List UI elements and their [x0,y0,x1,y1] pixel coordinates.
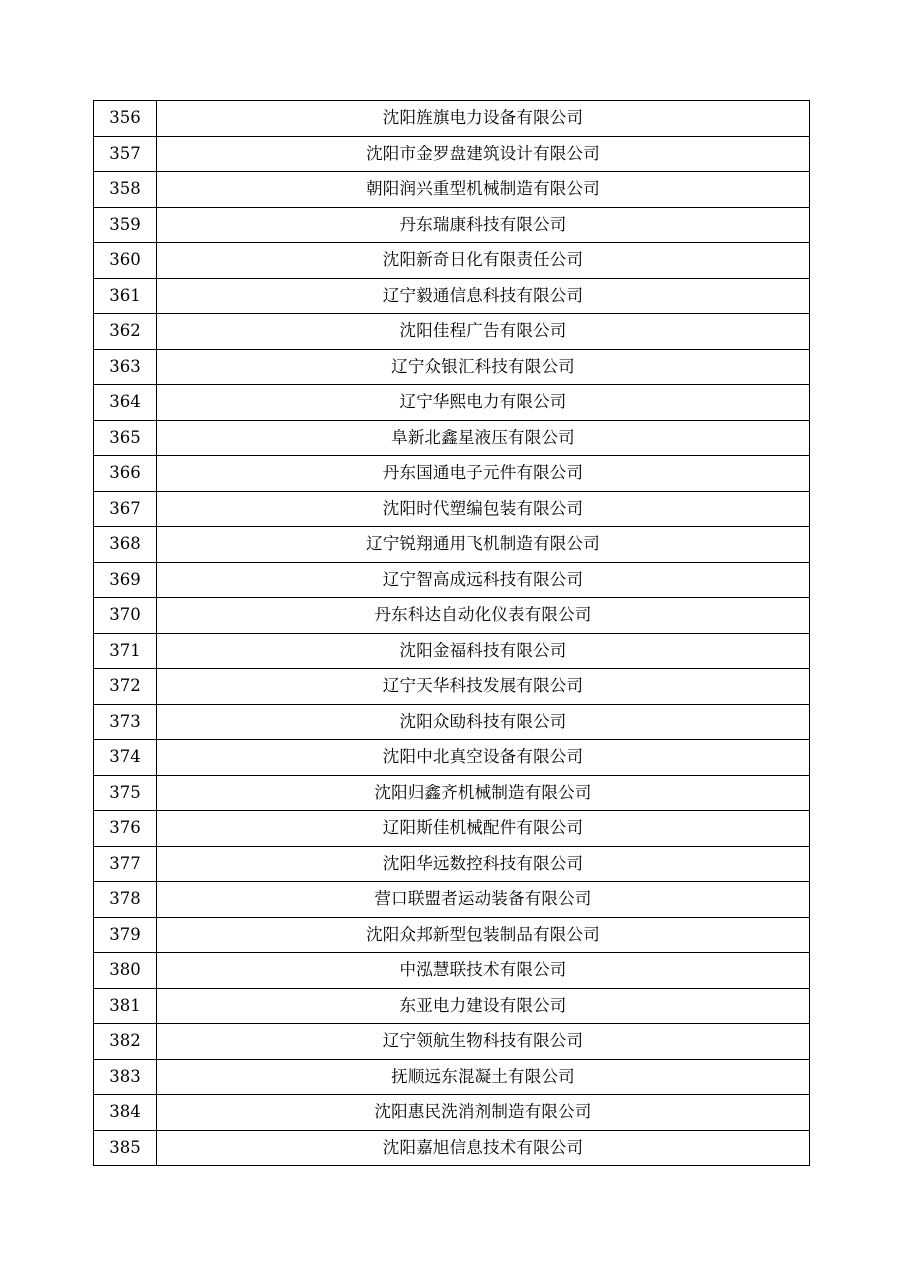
row-index-cell: 378 [94,882,157,918]
table-row [94,172,810,208]
row-index-cell: 380 [94,953,157,989]
company-name-cell: 沈阳众邦新型包装制品有限公司 [157,917,810,953]
company-name-cell: 沈阳佳程广告有限公司 [157,314,810,350]
row-index-cell: 368 [94,527,157,563]
table-row [94,775,810,811]
company-name-cell: 阜新北鑫星液压有限公司 [157,420,810,456]
company-name-cell: 沈阳金福科技有限公司 [157,633,810,669]
row-index-cell: 359 [94,207,157,243]
table-body [94,101,810,1166]
table-row [94,1024,810,1060]
company-name-cell: 丹东科达自动化仪表有限公司 [157,598,810,634]
row-index-cell: 369 [94,562,157,598]
row-index-cell: 379 [94,917,157,953]
table-row [94,846,810,882]
company-name-cell: 沈阳新奇日化有限责任公司 [157,243,810,279]
company-name-cell: 辽宁天华科技发展有限公司 [157,669,810,705]
row-index-cell: 373 [94,704,157,740]
table-row [94,953,810,989]
company-name-cell: 辽宁智高成远科技有限公司 [157,562,810,598]
company-name-cell: 东亚电力建设有限公司 [157,988,810,1024]
row-index-cell: 365 [94,420,157,456]
table-row [94,456,810,492]
row-index-cell: 364 [94,385,157,421]
table-row [94,1130,810,1166]
company-name-cell: 沈阳时代塑编包装有限公司 [157,491,810,527]
row-index-cell: 383 [94,1059,157,1095]
row-index-cell: 371 [94,633,157,669]
row-index-cell: 385 [94,1130,157,1166]
company-name-cell: 朝阳润兴重型机械制造有限公司 [157,172,810,208]
row-index-cell: 357 [94,136,157,172]
table-row [94,562,810,598]
table-row [94,598,810,634]
row-index-cell: 361 [94,278,157,314]
table-row [94,527,810,563]
table-row [94,882,810,918]
company-name-cell: 辽宁华熙电力有限公司 [157,385,810,421]
row-index-cell: 384 [94,1095,157,1131]
company-name-cell: 沈阳嘉旭信息技术有限公司 [157,1130,810,1166]
table-row [94,633,810,669]
row-index-cell: 375 [94,775,157,811]
company-list-table [93,100,810,1166]
row-index-cell: 360 [94,243,157,279]
row-index-cell: 362 [94,314,157,350]
table-row [94,1059,810,1095]
company-name-cell: 丹东瑞康科技有限公司 [157,207,810,243]
table-row [94,207,810,243]
company-name-cell: 营口联盟者运动装备有限公司 [157,882,810,918]
table-row [94,988,810,1024]
table-row [94,669,810,705]
row-index-cell: 367 [94,491,157,527]
company-name-cell: 沈阳华远数控科技有限公司 [157,846,810,882]
company-name-cell: 沈阳归鑫齐机械制造有限公司 [157,775,810,811]
row-index-cell: 382 [94,1024,157,1060]
company-name-cell: 中泓慧联技术有限公司 [157,953,810,989]
company-name-cell: 辽阳斯佳机械配件有限公司 [157,811,810,847]
company-name-cell: 丹东国通电子元件有限公司 [157,456,810,492]
row-index-cell: 363 [94,349,157,385]
company-name-cell: 沈阳旌旗电力设备有限公司 [157,101,810,137]
table-row [94,278,810,314]
company-name-cell: 沈阳中北真空设备有限公司 [157,740,810,776]
table-row [94,136,810,172]
row-index-cell: 358 [94,172,157,208]
row-index-cell: 356 [94,101,157,137]
table-row [94,917,810,953]
row-index-cell: 370 [94,598,157,634]
row-index-cell: 374 [94,740,157,776]
company-name-cell: 辽宁锐翔通用飞机制造有限公司 [157,527,810,563]
table-row [94,101,810,137]
row-index-cell: 376 [94,811,157,847]
table-row [94,811,810,847]
table-row [94,349,810,385]
row-index-cell: 372 [94,669,157,705]
company-name-cell: 辽宁领航生物科技有限公司 [157,1024,810,1060]
company-name-cell: 沈阳市金罗盘建筑设计有限公司 [157,136,810,172]
table-row [94,420,810,456]
company-name-cell: 辽宁众银汇科技有限公司 [157,349,810,385]
row-index-cell: 366 [94,456,157,492]
table-row [94,385,810,421]
company-name-cell: 抚顺远东混凝土有限公司 [157,1059,810,1095]
table-row [94,704,810,740]
company-name-cell: 沈阳众劻科技有限公司 [157,704,810,740]
row-index-cell: 381 [94,988,157,1024]
company-name-cell: 沈阳惠民洗消剂制造有限公司 [157,1095,810,1131]
table-row [94,243,810,279]
row-index-cell: 377 [94,846,157,882]
company-name-cell: 辽宁毅通信息科技有限公司 [157,278,810,314]
table-row [94,314,810,350]
table-row [94,491,810,527]
table-row [94,1095,810,1131]
table-row [94,740,810,776]
